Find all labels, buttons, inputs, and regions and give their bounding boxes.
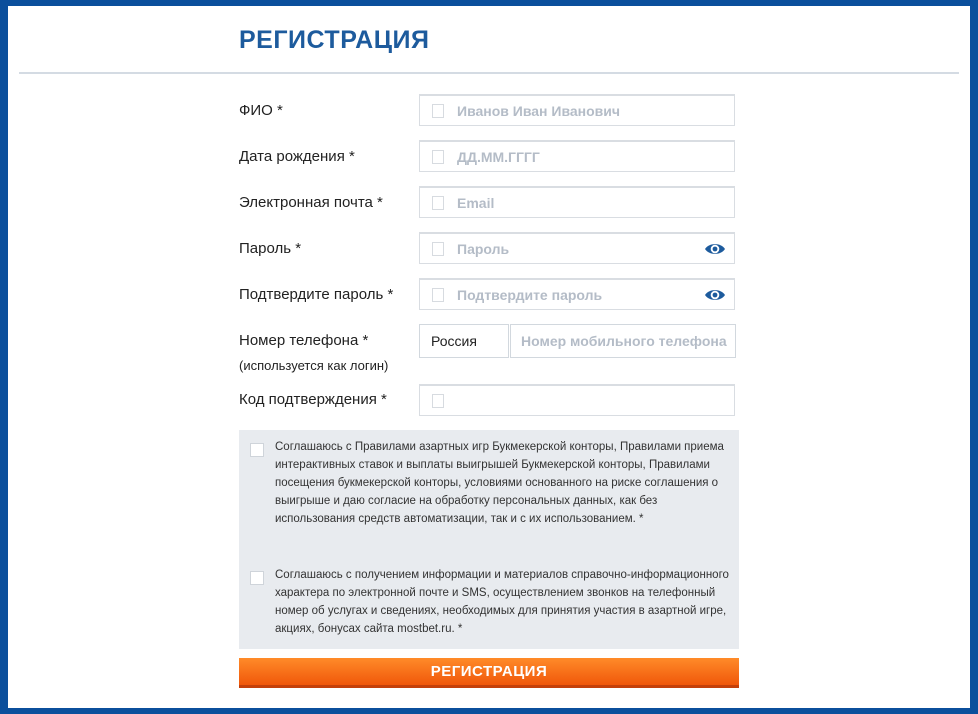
eye-icon[interactable] <box>704 241 726 257</box>
phone-input[interactable]: Номер мобильного телефона <box>510 324 736 358</box>
country-select[interactable]: Россия <box>419 324 509 358</box>
agreement-info-checkbox[interactable] <box>250 571 264 585</box>
birth-placeholder: ДД.ММ.ГГГГ <box>457 148 540 165</box>
field-icon <box>432 196 444 210</box>
birth-date-field[interactable] <box>419 140 735 172</box>
field-icon <box>432 394 444 408</box>
field-icon <box>432 150 444 164</box>
fio-label: ФИО * <box>239 102 283 119</box>
field-icon <box>432 242 444 256</box>
agreement-info-text: Соглашаюсь с получением информации и материалов справочно-информационного характера по электронной почте и SMS, осуществлением звонков на телефонный номер об услугах и сведениях, необходимых для принятия участия в азартной игре, акциях, бонусах сайта mostbet.ru. * <box>275 569 729 635</box>
confirm-placeholder: Подтвердите пароль <box>457 286 603 303</box>
page-title: РЕГИСТРАЦИЯ <box>239 26 430 54</box>
phone-sublabel: (используется как логин) <box>239 358 389 373</box>
phone-label: Номер телефона * <box>239 332 369 349</box>
agreement-rules-checkbox[interactable] <box>250 443 264 457</box>
title-divider <box>19 72 959 74</box>
password-field[interactable] <box>419 232 735 264</box>
birth-label: Дата рождения * <box>239 148 355 165</box>
password-label: Пароль * <box>239 240 302 257</box>
password-placeholder: Пароль <box>457 240 510 257</box>
confirm-password-field[interactable] <box>419 278 735 310</box>
code-label: Код подтверждения * <box>239 391 387 408</box>
field-icon <box>432 104 444 118</box>
fio-field[interactable] <box>419 94 735 126</box>
confirmation-code-field[interactable] <box>419 384 735 416</box>
email-label: Электронная почта * <box>239 194 383 211</box>
field-icon <box>432 288 444 302</box>
fio-placeholder: Иванов Иван Иванович <box>457 102 621 119</box>
register-button[interactable]: РЕГИСТРАЦИЯ <box>239 658 739 688</box>
agreement-rules-text: Соглашаюсь с Правилами азартных игр Букмекерской конторы, Правилами приема интерактивных ставок и выплаты выигрышей Букмекерской конторы, Правилами посещения букмекерской конторы, условиями основанного на риске соглашения о выигрыше и даю согласие на обработку персональных данных, как без использования средств автоматизации, так и с их использованием. * <box>275 441 724 525</box>
email-placeholder: Email <box>457 194 495 211</box>
email-field[interactable] <box>419 186 735 218</box>
confirm-password-label: Подтвердите пароль * <box>239 286 394 303</box>
eye-icon[interactable] <box>704 287 726 303</box>
registration-panel <box>8 6 970 708</box>
agreements-box <box>239 430 739 649</box>
